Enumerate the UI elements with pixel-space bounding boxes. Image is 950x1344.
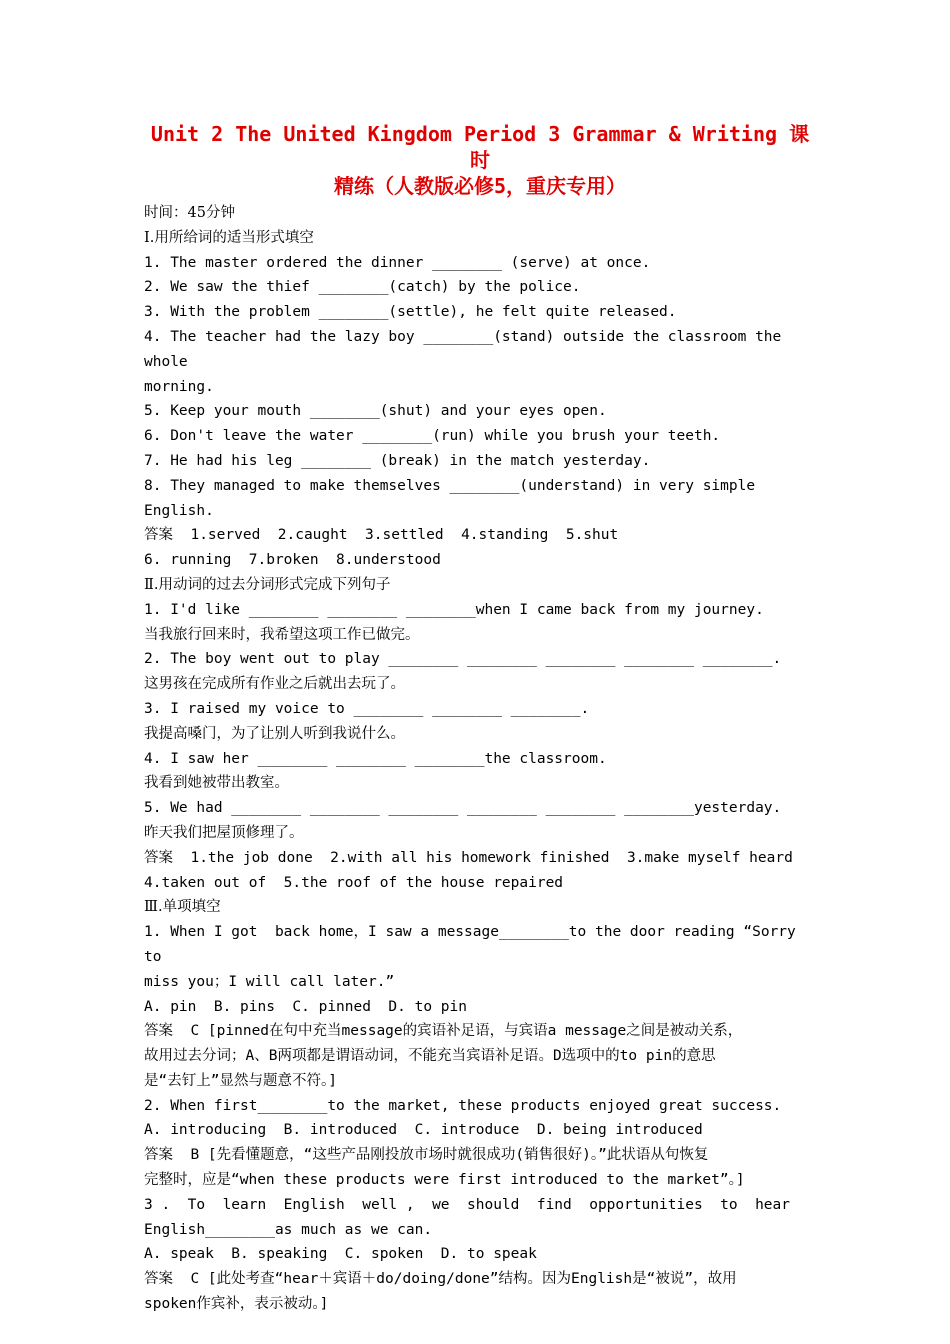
exercise-line: 8. They managed to make themselves ________(understand) in very simple English. xyxy=(144,477,764,519)
exercise-line: 2. The boy went out to play ________ ________ ________ ________ ________. xyxy=(144,651,782,668)
answer-line: 答案 C [pinned在句中充当message的宾语补足语，与宾语a message之间是被动关系， xyxy=(144,1023,743,1040)
exercise-line: A. pin B. pins C. pinned D. to pin xyxy=(144,998,468,1015)
exercise-line: 2. We saw the thief ________(catch) by the police. xyxy=(144,279,581,296)
exercise-line: 这男孩在完成所有作业之后就出去玩了。 xyxy=(144,676,405,693)
exercise-line: miss you；I will call later.” xyxy=(144,973,395,990)
section-heading: Ⅰ.用所给词的适当形式填空 xyxy=(144,229,314,246)
exercise-line: 4. I saw her ________ ________ ________the classroom. xyxy=(144,750,607,767)
answer-line: 答案 C [此处考查“hear＋宾语＋do/doing/done”结构。因为English是“被说”，故用 xyxy=(144,1271,737,1288)
answer-line: spoken作宾补，表示被动。] xyxy=(144,1296,329,1313)
exercise-line: 4. The teacher had the lazy boy ________(stand) outside the classroom the whole xyxy=(144,328,791,370)
title-line-1: Unit 2 The United Kingdom Period 3 Grammar & Writing 课时 xyxy=(150,122,810,172)
exercise-line: 5. Keep your mouth ________(shut) and your eyes open. xyxy=(144,403,607,420)
section-heading: Ⅱ.用动词的过去分词形式完成下列句子 xyxy=(144,576,391,593)
exercise-line: 当我旅行回来时，我希望这项工作已做完。 xyxy=(144,626,420,643)
answer-line: 6. running 7.broken 8.understood xyxy=(144,552,441,569)
answer-line: 答案 1.the job done 2.with all his homework finished 3.make myself heard xyxy=(144,849,793,866)
answer-line: 完整时，应是“when these products were first introduced to the market”。] xyxy=(144,1172,745,1189)
answer-line: 答案 B [先看懂题意，“这些产品刚投放市场时就很成功(销售很好)。”此状语从句恢复 xyxy=(144,1147,709,1164)
section-heading: Ⅲ.单项填空 xyxy=(144,899,221,916)
exercise-line: 1. When I got back home，I saw a message________to the door reading “Sorry to xyxy=(144,924,805,965)
exercise-line: 我提高嗓门，为了让别人听到我说什么。 xyxy=(144,725,405,742)
time-limit: 时间：45分钟 xyxy=(144,205,235,221)
exercise-line: 3. I raised my voice to ________ ________ ________. xyxy=(144,700,590,717)
exercise-line: A. introducing B. introduced C. introduce D. being introduced xyxy=(144,1122,703,1139)
exercise-line: 5. We had ________ ________ ________ ________ ________ ________yesterday. xyxy=(144,800,782,817)
document-title xyxy=(144,121,816,199)
exercise-line: 1. The master ordered the dinner ________ (serve) at once. xyxy=(144,254,651,271)
exercise-line: 6. Don't leave the water ________(run) while you brush your teeth. xyxy=(144,428,721,445)
document-body xyxy=(144,201,816,1317)
document-page xyxy=(144,121,816,1317)
exercise-line: 7. He had his leg ________ (break) in the match yesterday. xyxy=(144,452,651,469)
answer-line: 是“去钉上”显然与题意不符。] xyxy=(144,1072,337,1089)
answer-line: 答案 1.served 2.caught 3.settled 4.standing 5.shut xyxy=(144,527,619,544)
exercise-line: 2. When first________to the market, these products enjoyed great success. xyxy=(144,1097,782,1114)
exercise-line: 3. With the problem ________(settle), he felt quite released. xyxy=(144,304,677,321)
exercise-line: 我看到她被带出教室。 xyxy=(144,775,289,792)
exercise-line: A. speak B. speaking C. spoken D. to speak xyxy=(144,1246,537,1263)
exercise-line: 昨天我们把屋顶修理了。 xyxy=(144,824,304,841)
exercise-line: English________as much as we can. xyxy=(144,1221,433,1238)
title-line-2: 精练（人教版必修5，重庆专用） xyxy=(333,174,627,198)
answer-line: 故用过去分词；A、B两项都是谓语动词，不能充当宾语补足语。D选项中的to pin的意思 xyxy=(144,1048,716,1065)
exercise-line: 3 . To learn English well , we should find opportunities to hear xyxy=(144,1196,791,1213)
exercise-line: 1. I'd like ________ ________ ________when I came back from my journey. xyxy=(144,601,764,618)
answer-line: 4.taken out of 5.the roof of the house repaired xyxy=(144,874,564,891)
exercise-line: morning. xyxy=(144,378,214,395)
